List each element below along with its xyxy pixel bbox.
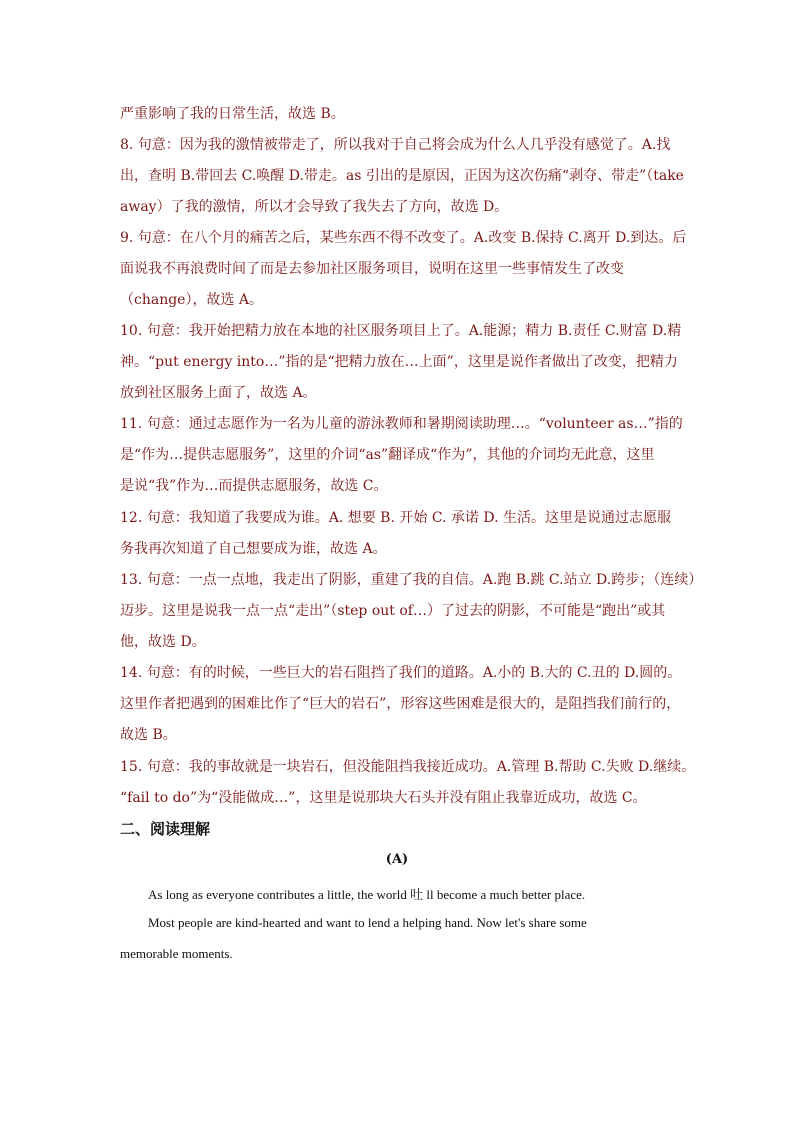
explanation-line: 14. 句意：有的时候，一些巨大的岩石阻挡了我们的道路。A.小的 B.大的 C.丑的 D.圆的。	[120, 665, 682, 681]
passage-label: (A)	[385, 852, 409, 867]
explanation-line: “fail to do”为“没能做成…”，这里是说那块大石头并没有阻止我靠近成功，故选 C。	[120, 790, 647, 806]
passage-line: As long as everyone contributes a little, the world 吐 ll become a much better place.	[148, 887, 586, 902]
explanation-line: 11. 句意：通过志愿作为一名为儿童的游泳教师和暑期阅读助理…。“volunteer as…”指的	[120, 416, 683, 432]
explanation-line: 务我再次知道了自己想要成为谁，故选 A。	[120, 541, 387, 557]
explanation-line: 神。“put energy into…”指的是“把精力放在…上面”，这里是说作者做出了改变，把精力	[120, 354, 678, 370]
explanation-line: 8. 句意：因为我的激情被带走了，所以我对于自己将会成为什么人几乎没有感觉了。A.找	[120, 137, 671, 153]
passage-line: memorable moments.	[120, 946, 233, 961]
explanation-line: （change），故选 A。	[120, 292, 264, 308]
section-heading: 二、阅读理解	[120, 820, 211, 838]
explanation-line: 故选 B。	[120, 727, 177, 743]
explanation-line: 15. 句意：我的事故就是一块岩石，但没能阻挡我接近成功。A.管理 B.帮助 C.失败 D.继续。	[120, 759, 696, 775]
explanation-line: 他，故选 D。	[120, 634, 206, 650]
explanation-line: away）了我的激情，所以才会导致了我失去了方向，故选 D。	[120, 199, 509, 215]
explanation-line: 迈步。这里是说我一点一点“走出”（step out of…）了过去的阴影，不可能是“跑出”或其	[120, 603, 666, 619]
explanation-line: 出，查明 B.带回去 C.唤醒 D.带走。as 引出的是原因，正因为这次伤痛“剥夺、带走”（take	[120, 168, 684, 184]
explanation-line: 这里作者把遇到的困难比作了“巨大的岩石”，形容这些困难是很大的，是阻挡我们前行的，	[120, 696, 681, 712]
explanation-line: 12. 句意：我知道了我要成为谁。A. 想要 B. 开始 C. 承诺 D. 生活。这里是说通过志愿服	[120, 510, 672, 526]
explanation-line: 是说“我”作为…而提供志愿服务，故选 C。	[120, 478, 388, 494]
explanation-line: 严重影响了我的日常生活，故选 B。	[120, 106, 345, 122]
explanation-line: 面说我不再浪费时间了而是去参加社区服务项目，说明在这里一些事情发生了改变	[120, 261, 624, 277]
explanation-line: 放到社区服务上面了，故选 A。	[120, 385, 317, 401]
explanation-line: 13. 句意：一点一点地，我走出了阴影，重建了我的自信。A.跑 B.跳 C.站立 D.跨步；（连续）	[120, 572, 703, 588]
explanation-line: 是“作为…提供志愿服务”，这里的介词“as”翻译成“作为”，其他的介词均无此意，这里	[120, 447, 655, 463]
passage-line: Most people are kind-hearted and want to lend a helping hand. Now let's share some	[148, 915, 587, 930]
explanation-line: 10. 句意：我开始把精力放在本地的社区服务项目上了。A.能源；精力 B.责任 C.财富 D.精	[120, 323, 682, 339]
explanation-line: 9. 句意：在八个月的痛苦之后，某些东西不得不改变了。A.改变 B.保持 C.离开 D.到达。后	[120, 230, 687, 246]
